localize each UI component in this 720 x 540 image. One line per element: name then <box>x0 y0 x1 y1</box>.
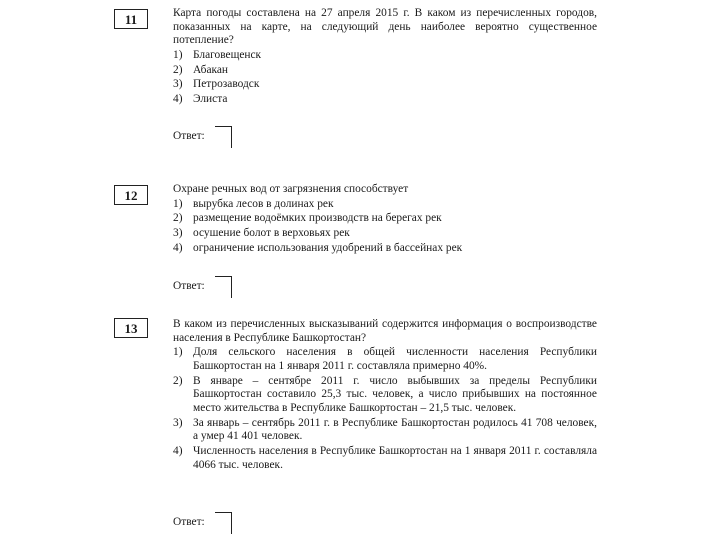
question-11 <box>173 7 597 108</box>
option-text: Доля сельского населения в общей численности населения Республики Башкортостан на 1 января 2011 г. составляла примерно 40%. <box>193 346 597 372</box>
option-number: 1) <box>173 197 183 210</box>
option-number: 2) <box>173 212 183 225</box>
question-stem: В каком из перечисленных высказываний содержится информация о воспроизводстве населения в Республике Башкортостан? <box>173 318 597 344</box>
question-13 <box>173 318 597 473</box>
options-list <box>173 49 597 107</box>
question-number-11: 11 <box>114 9 148 29</box>
answer-box-side <box>231 276 232 298</box>
option-text: ограничение использования удобрений в бассейнах рек <box>193 241 463 254</box>
question-number-13: 13 <box>114 318 148 338</box>
option-text: размещение водоёмких производств на берегах рек <box>193 212 442 225</box>
option-text: Петрозаводск <box>193 78 260 91</box>
answer-box-side <box>231 512 232 534</box>
question-stem: Карта погоды составлена на 27 апреля 2015 г. В каком из перечисленных городов, показанных на карте, на следующий день наиболее вероятно существенное потепление? <box>173 7 597 47</box>
option-text: Численность населения в Республике Башкортостан на 1 января 2011 г. составляла 4066 тыс. человек. <box>193 444 597 471</box>
option-number: 2) <box>173 63 183 76</box>
option-item[interactable] <box>173 227 597 241</box>
option-number: 3) <box>173 227 183 240</box>
option-text: Благовещенск <box>193 48 262 61</box>
answer-box-top <box>215 276 232 277</box>
option-item[interactable] <box>173 242 597 256</box>
option-number: 4) <box>173 93 183 106</box>
option-text: осушение болот в верховьях рек <box>193 227 350 240</box>
question-number-12: 12 <box>114 185 148 205</box>
option-number: 1) <box>173 346 183 359</box>
option-number: 4) <box>173 444 183 457</box>
option-item[interactable] <box>173 64 597 78</box>
options-list <box>173 346 597 472</box>
option-text: вырубка лесов в долинах рек <box>193 197 334 210</box>
option-number: 3) <box>173 78 183 91</box>
option-item[interactable] <box>173 375 597 416</box>
option-item[interactable] <box>173 445 597 472</box>
answer-label: Ответ: <box>173 130 205 142</box>
option-item[interactable] <box>173 198 597 212</box>
option-number: 4) <box>173 241 183 254</box>
option-number: 1) <box>173 48 183 61</box>
answer-box-side <box>231 126 232 148</box>
answer-box-top <box>215 126 232 127</box>
option-text: За январь – сентябрь 2011 г. в Республике Башкортостан родилось 41 708 человек, а умер 41 401 человек. <box>193 416 597 443</box>
option-item[interactable] <box>173 49 597 63</box>
option-item[interactable] <box>173 346 597 373</box>
options-list <box>173 198 597 256</box>
answer-label: Ответ: <box>173 280 205 292</box>
question-stem: Охране речных вод от загрязнения способствует <box>173 183 409 195</box>
answer-box-top <box>215 512 232 513</box>
option-text: В январе – сентябре 2011 г. число выбывших за пределы Республики Башкортостан составило 25,3 тыс. человек, а число прибывших на постоянное место жительства в Республике Башкортостан – 21,5 тыс. человек. <box>193 374 597 414</box>
option-item[interactable] <box>173 78 597 92</box>
option-item[interactable] <box>173 212 597 226</box>
question-12 <box>173 183 597 257</box>
option-number: 2) <box>173 374 183 387</box>
option-text: Элиста <box>193 93 228 106</box>
option-item[interactable] <box>173 417 597 444</box>
option-item[interactable] <box>173 93 597 107</box>
option-number: 3) <box>173 416 183 429</box>
option-text: Абакан <box>193 63 229 76</box>
answer-label: Ответ: <box>173 516 205 528</box>
